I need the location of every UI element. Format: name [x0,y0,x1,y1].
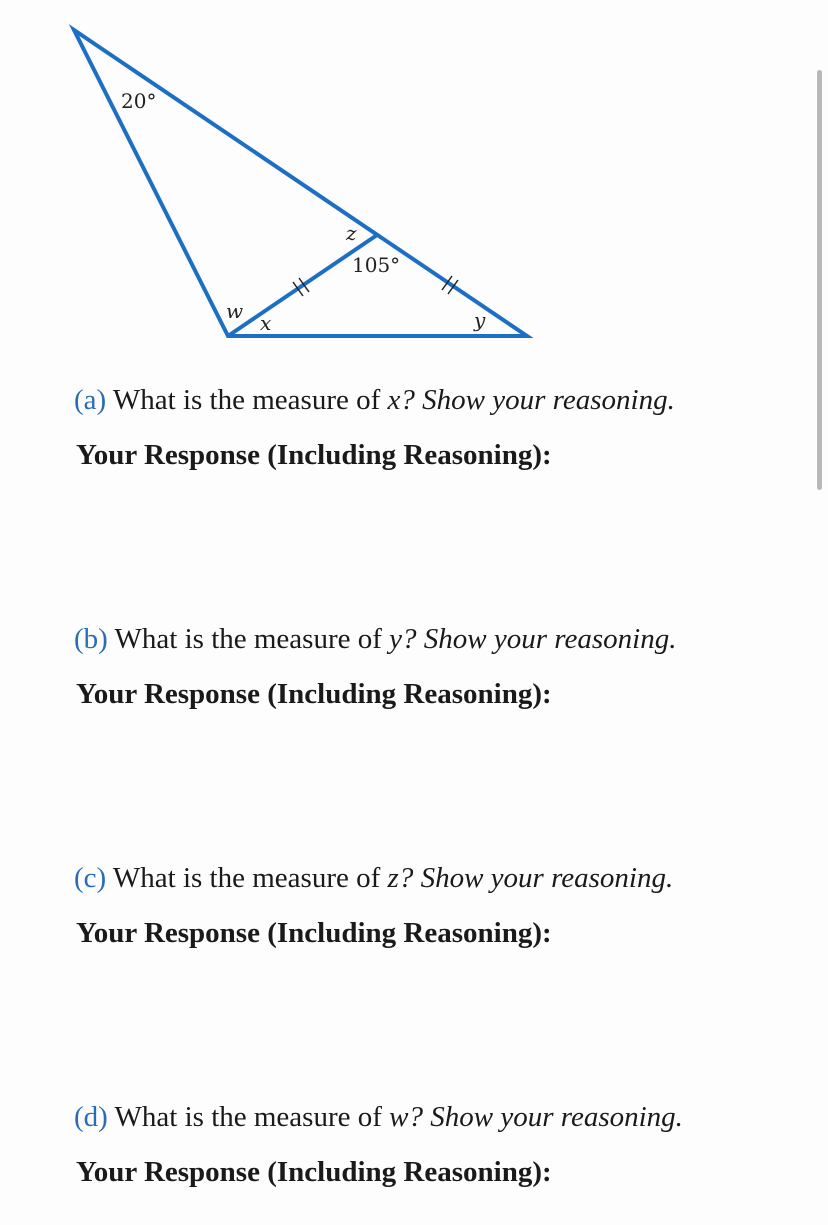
question-variable: z [387,862,399,894]
question-instruction: Show your reasoning. [423,1101,683,1133]
question-a [74,383,675,417]
question-letter: (b) [74,623,108,655]
question-text: What is the measure of [106,862,388,894]
question-variable: y [389,623,403,655]
response-label-b: Your Response (Including Reasoning): [76,678,552,710]
question-instruction: Show your reasoning. [414,384,675,416]
w-label: w [226,299,244,323]
question-mark: ? [398,862,414,894]
angle-top-label: 20° [121,89,157,113]
response-label-c: Your Response (Including Reasoning): [76,917,552,949]
response-label-a: Your Response (Including Reasoning): [76,439,552,471]
question-instruction: Show your reasoning. [413,862,674,894]
angle-center-label: 105° [352,253,401,277]
question-mark: ? [402,623,417,655]
question-c [74,861,673,895]
question-b [74,622,676,656]
response-label-d: Your Response (Including Reasoning): [76,1156,552,1188]
question-mark: ? [400,384,415,416]
triangle-figure [0,0,828,360]
inner-segment [228,235,377,336]
scrollbar[interactable] [817,70,822,490]
question-text: What is the measure of [107,1101,390,1133]
question-variable: w [389,1101,409,1133]
question-letter: (a) [74,384,107,416]
question-instruction: Show your reasoning. [416,623,677,655]
question-letter: (c) [74,862,107,894]
question-variable: x [387,384,401,416]
question-mark: ? [408,1101,423,1133]
question-letter: (d) [74,1101,108,1133]
outer-triangle [74,30,527,336]
y-label: y [474,308,486,332]
x-label: x [260,311,272,335]
question-text: What is the measure of [107,623,390,655]
question-text: What is the measure of [106,384,388,416]
question-d [74,1100,683,1134]
z-label: z [346,221,357,245]
